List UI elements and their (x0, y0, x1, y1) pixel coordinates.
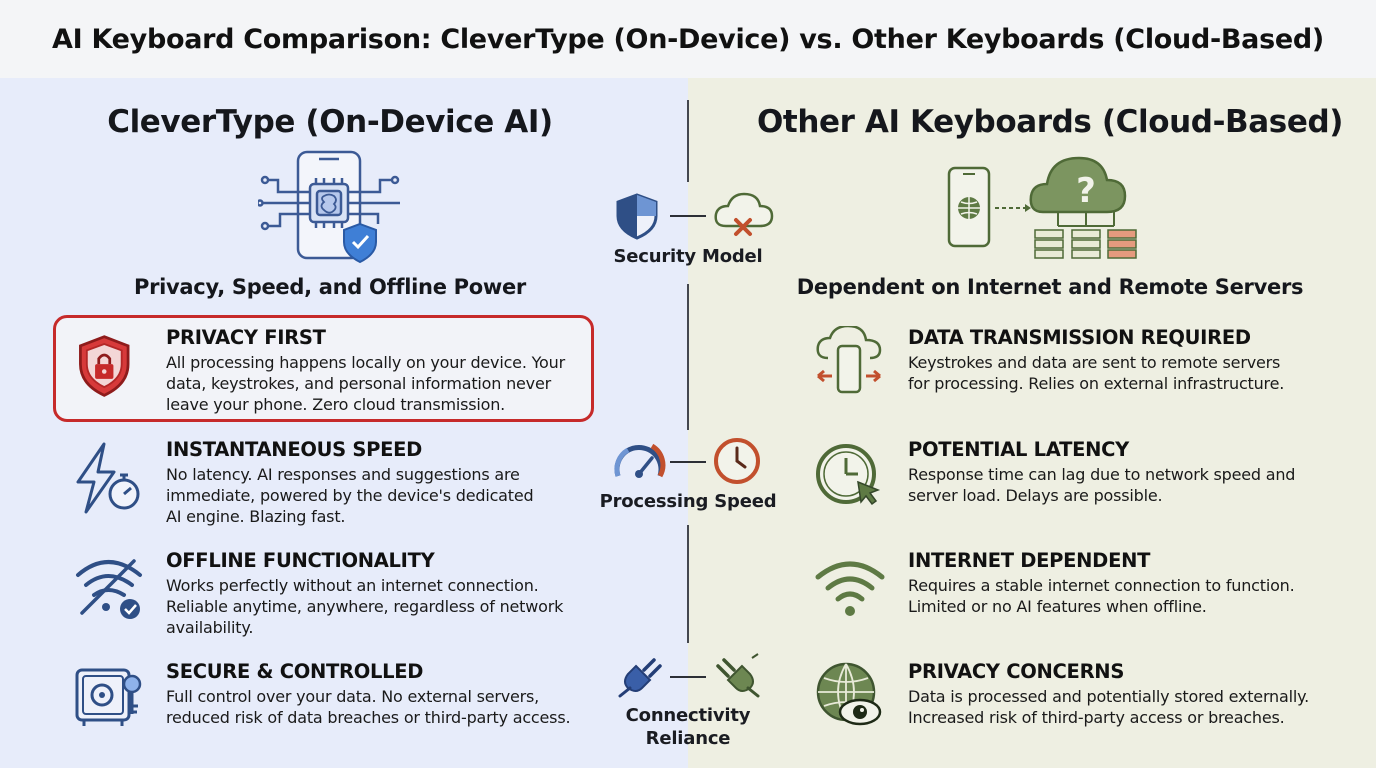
feature-line: data, keystrokes, and personal information never (166, 374, 551, 393)
feature-line: immediate, powered by the device's dedicated (166, 486, 534, 505)
feature-line: No latency. AI responses and suggestions are (166, 465, 520, 484)
shield-lock-icon (74, 330, 140, 402)
feature-line: Works perfectly without an internet connection. (166, 576, 539, 595)
connectivity-label-line: Reliance (645, 728, 731, 749)
feature-description (166, 464, 533, 527)
wifi-icon (814, 553, 886, 625)
feature-title: INSTANTANEOUS SPEED (166, 438, 423, 461)
feature-title: DATA TRANSMISSION REQUIRED (908, 326, 1251, 349)
svg-text:?: ? (1076, 171, 1096, 211)
feature-line: reduced risk of data breaches or third-party access. (166, 708, 571, 727)
connector-line (670, 215, 706, 217)
lightning-stopwatch-icon (74, 442, 146, 514)
right-feature-internet-dependent (814, 549, 1354, 633)
feature-line: Keystrokes and data are sent to remote servers (908, 353, 1281, 372)
feature-line: Reliable anytime, anywhere, regardless of network (166, 597, 564, 616)
feature-title: OFFLINE FUNCTIONALITY (166, 549, 435, 572)
connector-line (670, 676, 706, 678)
feature-line: leave your phone. Zero cloud transmission. (166, 395, 506, 414)
left-feature-offline-functionality (74, 549, 594, 643)
cloud-phone-transfer-icon (814, 326, 886, 398)
feature-line: Data is processed and potentially stored externally. (908, 687, 1309, 706)
center-divider (687, 100, 689, 182)
feature-line: All processing happens locally on your device. Your (166, 353, 565, 372)
shield-check-icon (614, 192, 660, 240)
feature-title: SECURE & CONTROLLED (166, 660, 424, 683)
phone-cloud-servers-icon (945, 150, 1141, 262)
feature-description (908, 575, 1295, 617)
left-feature-instantaneous-speed (74, 438, 594, 532)
page-title: AI Keyboard Comparison: CleverType (On-Device) vs. Other Keyboards (Cloud-Based) (52, 24, 1324, 55)
safe-key-icon (74, 664, 146, 736)
feature-line: availability. (166, 618, 254, 637)
left-feature-secure-controlled (74, 660, 594, 734)
feature-description (166, 686, 570, 728)
feature-line: for processing. Relies on external infrastructure. (908, 374, 1285, 393)
feature-title: INTERNET DEPENDENT (908, 549, 1151, 572)
feature-line: Requires a stable internet connection to function. (908, 576, 1295, 595)
processing-speed-label: Processing Speed (599, 491, 777, 512)
clock-cursor-icon (814, 442, 886, 514)
feature-description (908, 686, 1309, 728)
connector-line (670, 461, 706, 463)
feature-line: Limited or no AI features when offline. (908, 597, 1207, 616)
plug-green-icon (712, 652, 762, 698)
left-feature-privacy-first (74, 326, 594, 420)
feature-title: PRIVACY CONCERNS (908, 660, 1125, 683)
right-feature-potential-latency (814, 438, 1354, 522)
phone-chip-shield-icon (258, 150, 404, 266)
clock-icon (712, 436, 762, 486)
left-heading: CleverType (On-Device AI) (107, 104, 553, 140)
right-subheading: Dependent on Internet and Remote Servers (796, 275, 1304, 299)
feature-description (908, 352, 1284, 394)
feature-line: Full control over your data. No external servers, (166, 687, 540, 706)
connectivity-label-line: Connectivity (625, 705, 751, 726)
feature-line: AI engine. Blazing fast. (166, 507, 346, 526)
left-subheading: Privacy, Speed, and Offline Power (134, 275, 526, 299)
wifi-off-check-icon (74, 553, 146, 625)
globe-eye-icon (814, 660, 886, 732)
feature-description (166, 352, 565, 415)
connectivity-reliance-label (598, 704, 778, 750)
center-divider (687, 525, 689, 643)
right-heading: Other AI Keyboards (Cloud-Based) (756, 104, 1344, 140)
feature-title: POTENTIAL LATENCY (908, 438, 1129, 461)
right-feature-data-transmission (814, 326, 1354, 410)
feature-description (908, 464, 1295, 506)
cloud-x-icon (712, 190, 774, 240)
feature-line: server load. Delays are possible. (908, 486, 1163, 505)
center-divider (687, 284, 689, 430)
feature-line: Increased risk of third-party access or breaches. (908, 708, 1285, 727)
security-model-label: Security Model (613, 246, 763, 267)
plug-blue-icon (616, 652, 666, 698)
feature-title: PRIVACY FIRST (166, 326, 326, 349)
speedometer-icon (612, 436, 666, 486)
feature-line: Response time can lag due to network speed and (908, 465, 1296, 484)
right-feature-privacy-concerns (814, 660, 1354, 734)
feature-description (166, 575, 563, 638)
